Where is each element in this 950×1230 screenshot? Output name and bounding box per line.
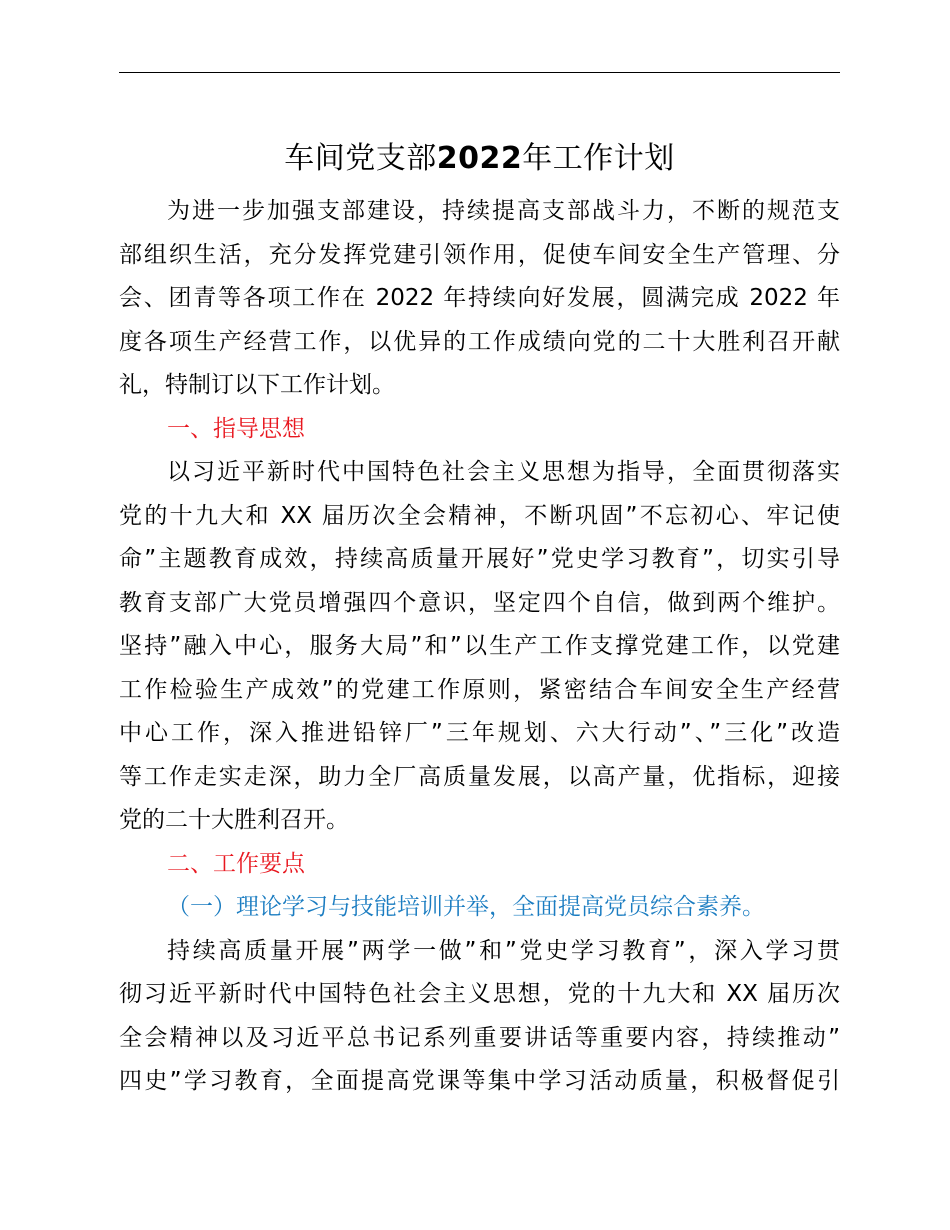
subsection-heading-theory-study: （一）理论学习与技能培训并举，全面提高党员综合素养。	[167, 894, 765, 920]
paragraph-line: 以习近平新时代中国特色社会主义思想为指导，全面贯彻落实	[167, 459, 840, 485]
guiding-ideology-paragraph	[119, 451, 840, 843]
paragraph-line: 坚持”融入中心，服务大局”和”以生产工作支撑党建工作，以党建	[119, 633, 840, 659]
paragraph-line: 彻习近平新时代中国特色社会主义思想，党的十九大和 XX 届历次	[119, 981, 840, 1007]
paragraph-line: 等工作走实走深，助力全厂高质量发展，以高产量，优指标，迎接	[119, 763, 840, 790]
paragraph-line: 四史”学习教育，全面提高党课等集中学习活动质量，积极督促引	[119, 1068, 840, 1094]
paragraph-line: 党的二十大胜利召开。	[119, 807, 349, 833]
header-rule	[119, 72, 840, 73]
theory-study-paragraph	[119, 930, 840, 1104]
paragraph-line: 会、团青等各项工作在 2022 年持续向好发展，圆满完成 2022 年	[119, 285, 840, 311]
title-year: 2022	[436, 141, 523, 176]
section-heading-guiding-ideology: 一、指导思想	[167, 415, 305, 442]
paragraph-line: 度各项生产经营工作，以优异的工作成绩向党的二十大胜利召开献	[119, 328, 840, 355]
paragraph-line: 中心工作，深入推进铅锌厂”三年规划、六大行动”、”三化”改造	[119, 720, 840, 746]
paragraph-line: 教育支部广大党员增强四个意识，坚定四个自信，做到两个维护。	[119, 589, 840, 616]
paragraph-line: 为进一步加强支部建设，持续提高支部战斗力，不断的规范支	[167, 198, 840, 224]
paragraph-line: 礼，特制订以下工作计划。	[119, 372, 395, 398]
paragraph-line: 持续高质量开展”两学一做”和”党史学习教育”，深入学习贯	[167, 937, 840, 964]
paragraph-line: 工作检验生产成效”的党建工作原则，紧密结合车间安全生产经营	[119, 676, 840, 703]
paragraph-line: 命”主题教育成效，持续高质量开展好”党史学习教育”，切实引导	[119, 546, 840, 572]
title-suffix: 年工作计划	[522, 141, 675, 176]
document-page	[119, 130, 840, 1104]
section-heading-work-points: 二、工作要点	[167, 850, 305, 877]
paragraph-line: 全会精神以及习近平总书记系列重要讲话等重要内容，持续推动”	[119, 1024, 840, 1051]
paragraph-line: 党的十九大和 XX 届历次全会精神，不断巩固”不忘初心、牢记使	[119, 502, 840, 529]
title-prefix: 车间党支部	[284, 141, 437, 176]
intro-paragraph	[119, 190, 840, 408]
document-title	[119, 130, 840, 188]
paragraph-line: 部组织生活，充分发挥党建引领作用，促使车间安全生产管理、分	[119, 241, 840, 268]
